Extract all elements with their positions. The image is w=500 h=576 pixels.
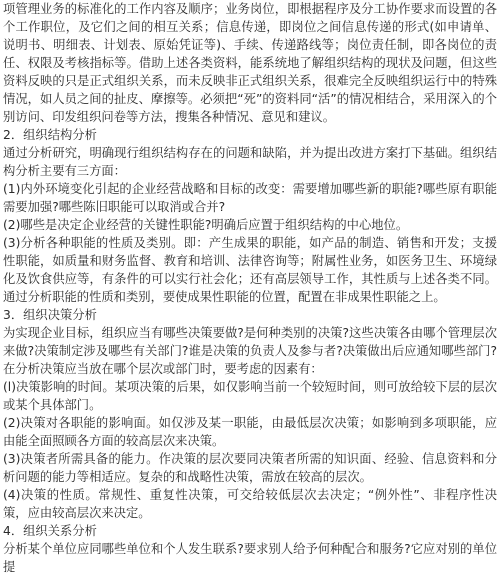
list-item-decision-time: (l)决策影响的时间。某项决策的后果，如仅影响当前一个较短时间，则可放给较下层的层次或某个具体部门。	[3, 380, 497, 412]
paragraph-decision-overview: 为实现企业目标，组织应当有哪些决策要做?是何种类别的决策?这些决策各由哪个管理层次来做?决策制定涉及哪些有关部门?谁是决策的负责人及参与者?决策做出后应通知哪些部门?在分析决策应当放在哪个层次或部门时，要考虑的因素有：	[3, 326, 497, 376]
paragraph-relationship-overview: 分析某个单位应同哪些单位和个人发生联系?要求别人给予何种配合和服务?它应对别的单位提	[3, 542, 497, 574]
paragraph-intro: 项管理业务的标准化的工作内容及顺序；业务岗位，即根据程序及分工协作要求而设置的各个工作职位，及它们之间的相互关系；信息传递，即岗位之间信息传递的形式(如申请单、说明书、明细表、计划表、原始凭证等)、手续、传递路线等；岗位责任制，即各岗位的责任、权限及考核指标等。借助上述各类资料，能系统地了解组织结构的现状及问题，但这些资料反映的只是正式组织关系，而未反映非正式组织关系，很难完全反映组织运行中的特殊情况，如人员之间的扯皮、摩擦等。必须把“死”的资料同“活”的情况相结合，采用深入的个别访问、印发组织问卷等方法，搜集各种情况、意见和建议。	[3, 2, 497, 124]
list-item-decision-ability: (3)决策者所需具备的能力。作决策的层次要同决策者所需的知识面、经验、信息资料和分析问题的能力等相适应。复杂的和战略性决策，需放在较高的层次。	[3, 452, 497, 484]
list-item-key-functions: (2)哪些是决定企业经营的关键性职能?明确后应置于组织结构的中心地位。	[3, 218, 409, 232]
paragraph-org-structure-overview: 通过分析研究，明确现行组织结构存在的问题和缺陷，并为提出改进方案打下基础。组织结构分析主要有三方面：	[3, 146, 497, 178]
list-item-function-types: (3)分析各种职能的性质及类别。即：产生成果的职能，如产品的制造、销售和开发；支援性职能，如质量和财务监督、教育和培训、法律咨询等；附属性业务，如医务卫生、环境绿化及饮食供应等，有条件的可以实行社会化；还有高层领导工作，其性质与上述各类不同。通过分析职能的性质和类别，要使成果性职能的位置，配置在非成果性职能之上。	[3, 236, 497, 304]
section-heading-relationship-analysis: 4．组织关系分析	[3, 524, 97, 538]
list-item-decision-scope: (2)决策对各职能的影响面。如仅涉及某一职能，由最低层次决策；如影响到多项职能，应由能全面照顾各方面的较高层次来决策。	[3, 416, 497, 448]
section-heading-decision-analysis: 3．组织决策分析	[3, 308, 97, 322]
list-item-environment-change: (1)内外环境变化引起的企业经营战略和目标的改变：需要增加哪些新的职能?哪些原有职能需要加强?哪些陈旧职能可以取消或合并?	[3, 182, 497, 214]
list-item-decision-nature: (4)决策的性质。常规性、重复性决策，可交给较低层次去决定；“例外性”、非程序性决策，应由较高层次来决定。	[3, 488, 497, 520]
section-heading-org-structure-analysis: 2．组织结构分析	[3, 128, 97, 142]
document-body	[3, 0, 497, 576]
